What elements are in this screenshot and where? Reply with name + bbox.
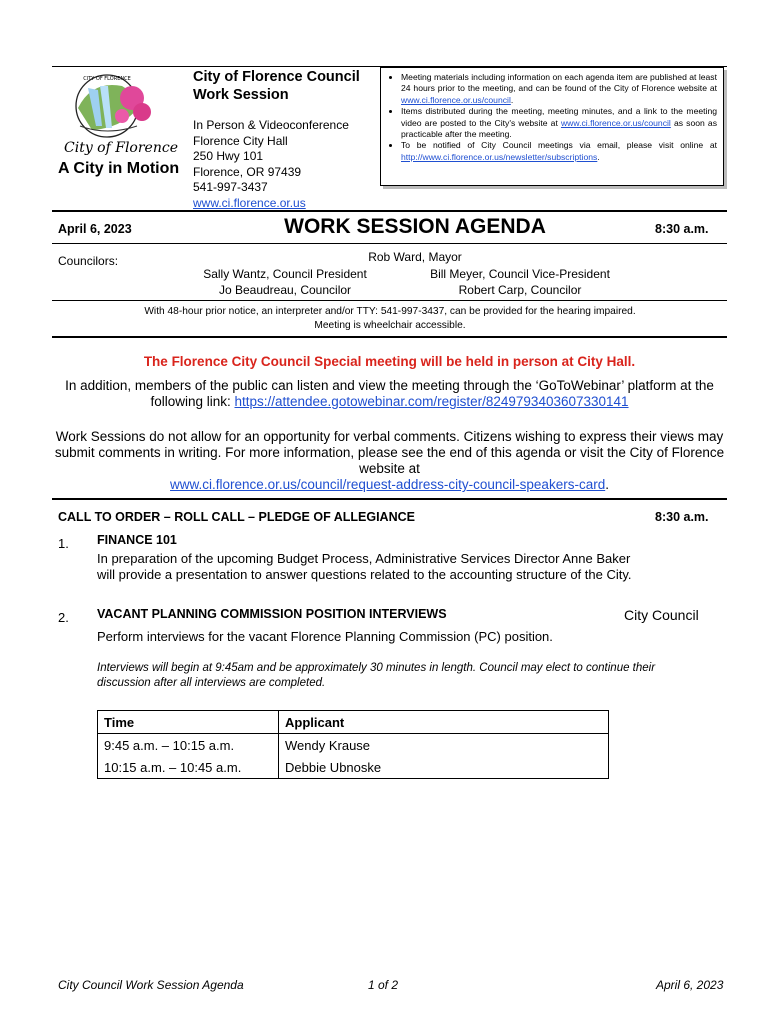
council-address [193,118,349,211]
cell-time: 9:45 a.m. – 10:15 a.m. [98,734,279,757]
council-title-line1: City of Florence Council [193,69,360,85]
svg-text:CITY OF FLORENCE: CITY OF FLORENCE [83,76,131,82]
column-header: Applicant [279,711,609,734]
item-number: 2. [58,610,69,625]
meeting-notes-box [380,67,724,186]
note-item: • To be notified of City Council meetings via email, please visit online at http://www.ci.florence.or.us/newsletter/subscriptions. [401,140,717,163]
webinar-link[interactable]: https://attendee.gotowebinar.com/register/8249793403607330141 [234,394,629,409]
note-link[interactable]: http://www.ci.florence.or.us/newsletter/subscriptions [401,151,598,162]
councilor: Robert Carp, Councilor [458,282,582,297]
page-number: 1 of 2 [368,978,399,992]
councilors-divider [52,300,727,301]
note-link[interactable]: www.ci.florence.or.us/council [560,117,671,128]
cell-applicant: Wendy Krause [279,734,609,757]
councilor: Bill Meyer, Council Vice-President [430,267,610,281]
council-title [193,68,360,104]
footer-title: City Council Work Session Agenda [58,978,244,992]
councilors-col2 [410,267,630,298]
public-access-notice: In addition, members of the public can listen and view the meeting through the ‘GoToWebinar’ platform at the following link: https://attendee.gotowebinar.com/register/8249793403607330141 [65,378,714,409]
note-item: • Items distributed during the meeting, meeting minutes, and a link to the meeting video are posted to the City's website at www.ci.florence.or.us/council as soon as practicable after the meeting. [401,106,717,140]
agenda-title: WORK SESSION AGENDA [284,215,546,238]
title-divider [52,243,727,244]
table-header-row [98,711,609,734]
item-title: FINANCE 101 [97,533,177,547]
agenda-time: 8:30 a.m. [655,222,709,236]
council-title-line2: Work Session [193,87,289,103]
item-description: In preparation of the upcoming Budget Process, Administrative Services Director Anne Baker will provide a presentation to answer questions related to the accounting structure of the City. [97,551,632,582]
address-line: Florence, OR 97439 [193,164,302,179]
mayor-name: Rob Ward, Mayor [368,250,462,264]
footer-date: April 6, 2023 [656,978,724,992]
table-row [98,734,609,757]
councilor: Sally Wantz, Council President [203,267,367,281]
city-motto: A City in Motion [58,160,180,177]
call-to-order-time: 8:30 a.m. [655,510,709,524]
cell-time: 10:15 a.m. – 10:45 a.m. [98,756,279,779]
in-person-notice: The Florence City Council Special meeting will be held in person at City Hall. [143,354,636,369]
accessibility-divider [52,336,727,338]
interview-schedule-table [97,710,609,779]
interview-note: Interviews will begin at 9:45am and be approximately 30 minutes in length. Council may elect to continue their discussion after all interviews are completed. [97,662,656,689]
item-title: VACANT PLANNING COMMISSION POSITION INTERVIEWS [97,607,447,621]
address-line: Florence City Hall [193,133,288,148]
accessibility-line: Meeting is wheelchair accessible. [314,319,466,331]
note-item: • Meeting materials including information on each agenda item are published at least 24 hours prior to the meeting, and can be found of the City of Florence website at www.ci.florence.or.us/council. [401,72,717,106]
councilors-col1 [190,267,380,298]
comments-notice: Work Sessions do not allow for an opportunity for verbal comments. Citizens wishing to express their views may submit comments in writing. For more information, please see the end of this agenda or visit the City of Florence website at www.ci.florence.or.us/council/request-address-city-council-speakers-card. [54,429,725,492]
item-number: 1. [58,536,69,551]
speakers-card-link[interactable]: www.ci.florence.or.us/council/request-address-city-council-speakers-card [170,477,606,492]
header-divider [52,210,727,212]
table-row [98,756,609,779]
agenda-date: April 6, 2023 [58,222,132,236]
councilors-label: Councilors: [58,254,119,268]
notice-divider [52,498,727,500]
item-description: Perform interviews for the vacant Florence Planning Commission (PC) position. [97,629,553,644]
phone: 541-997-3437 [193,180,268,194]
note-link[interactable]: www.ci.florence.or.us/council [401,94,511,105]
accessibility-line: With 48-hour prior notice, an interpreter and/or TTY: 541-997-3437, can be provided for the hearing impaired. [144,306,636,317]
call-to-order: CALL TO ORDER – ROLL CALL – PLEDGE OF ALLEGIANCE [58,510,415,524]
cell-applicant: Debbie Ubnoske [279,756,609,779]
accessibility-note [60,305,720,332]
item-presenter: City Council [624,607,699,623]
address-line: 250 Hwy 101 [193,149,264,163]
address-line: In Person & Videoconference [193,118,349,132]
column-header: Time [98,711,279,734]
councilor: Jo Beaudreau, Councilor [218,282,352,297]
website-link[interactable]: www.ci.florence.or.us [193,195,306,210]
city-script-name: City of Florence [64,140,178,156]
